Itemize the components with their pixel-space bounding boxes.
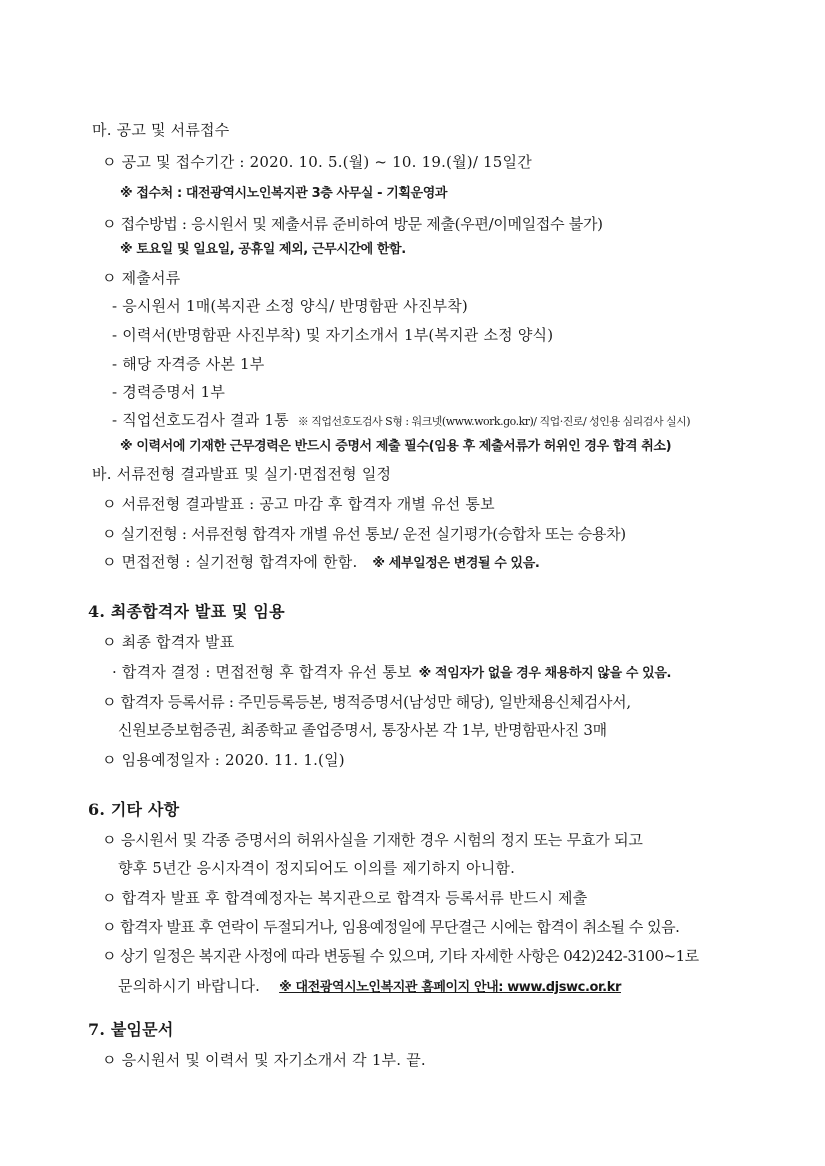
section-4-appoint: ㅇ 임용예정일자 : 2020. 11. 1.(일)	[102, 751, 345, 769]
aptitude-note: ※ 직업선호도검사 S형 : 워크넷(www.work.go.kr)/ 직업·진로/ 성인용 심리검사 실시)	[297, 415, 691, 428]
section-ma-title: 마. 공고 및 서류접수	[92, 121, 230, 139]
section-6-line: 향후 5년간 응시자격이 정지되어도 이의를 제기하지 아니함.	[118, 859, 516, 877]
section-ma-doc-item: - 이력서(반명함판 사진부착) 및 자기소개서 1부(복지관 소정 양식)	[112, 326, 554, 344]
section-ba-item: ㅇ 서류전형 결과발표 : 공고 마감 후 합격자 개별 유선 통보	[102, 495, 495, 513]
section-4-title: 4. 최종합격자 발표 및 임용	[88, 602, 285, 621]
contact-text: 문의하시기 바랍니다.	[118, 977, 261, 995]
section-ma-period: ㅇ 공고 및 접수기간 : 2020. 10. 5.(월) ~ 10. 19.(월)/ 15일간	[102, 153, 532, 171]
decision-text: · 합격자 결정 : 면접전형 후 합격자 유선 통보	[112, 663, 412, 681]
section-ma-doc-item: - 응시원서 1매(복지관 소정 양식/ 반명함판 사진부착)	[112, 297, 468, 315]
aptitude-text: - 직업선호도검사 결과 1통	[112, 411, 289, 429]
section-ba-title: 바. 서류전형 결과발표 및 실기·면접전형 일정	[92, 465, 392, 483]
section-6-line: ㅇ 합격자 발표 후 연락이 두절되거나, 임용예정일에 무단결근 시에는 합격이 취소될 수 있음.	[102, 918, 680, 936]
section-ma-doc-item: - 해당 자격증 사본 1부	[112, 355, 265, 373]
section-4-decision	[112, 662, 671, 684]
section-ma-aptitude	[112, 410, 690, 432]
section-ma-method: ㅇ 접수방법 : 응시원서 및 제출서류 준비하여 방문 제출(우편/이메일접수 불가)	[102, 215, 603, 233]
section-ba-interview	[102, 552, 539, 574]
decision-note: ※ 적임자가 없을 경우 채용하지 않을 수 있음.	[418, 666, 672, 681]
section-6-line: ㅇ 상기 일정은 복지관 사정에 따라 변동될 수 있으며, 기타 자세한 사항은 042)242-3100~1로	[102, 947, 699, 965]
interview-note: ※ 세부일정은 변경될 수 있음.	[372, 556, 540, 571]
section-6-line: ㅇ 응시원서 및 각종 증명서의 허위사실을 기재한 경우 시험의 정지 또는 무효가 되고	[102, 831, 643, 849]
section-6-line: ㅇ 합격자 발표 후 합격예정자는 복지관으로 합격자 등록서류 반드시 제출	[102, 889, 588, 907]
section-4-announce: ㅇ 최종 합격자 발표	[102, 633, 235, 651]
section-6-contact	[118, 976, 621, 998]
section-7-item: ㅇ 응시원서 및 이력서 및 자기소개서 각 1부. 끝.	[102, 1051, 426, 1069]
section-ma-resume-note: ※ 이력서에 기재한 근무경력은 반드시 증명서 제출 필수(임용 후 제출서류가 허위인 경우 합격 취소)	[120, 439, 672, 454]
homepage-note: ※ 대전광역시노인복지관 홈페이지 안내: www.djswc.or.kr	[279, 980, 621, 995]
section-ma-period-note: ※ 접수처 : 대전광역시노인복지관 3층 사무실 - 기획운영과	[120, 186, 448, 201]
section-ma-doc-item: - 경력증명서 1부	[112, 383, 226, 401]
section-7-title: 7. 붙임문서	[88, 1020, 174, 1039]
section-ma-method-note: ※ 토요일 및 일요일, 공휴일 제외, 근무시간에 한함.	[120, 242, 406, 257]
section-ma-docs-title: ㅇ 제출서류	[102, 269, 181, 287]
section-4-register-cont: 신원보증보험증권, 최종학교 졸업증명서, 통장사본 각 1부, 반명함판사진 3매	[118, 721, 607, 739]
section-6-title: 6. 기타 사항	[88, 800, 180, 819]
section-4-register: ㅇ 합격자 등록서류 : 주민등록등본, 병적증명서(남성만 해당), 일반채용신체검사서,	[102, 693, 631, 711]
interview-text: ㅇ 면접전형 : 실기전형 합격자에 한함.	[102, 553, 358, 571]
section-ba-item: ㅇ 실기전형 : 서류전형 합격자 개별 유선 통보/ 운전 실기평가(승합차 또는 승용차)	[102, 525, 626, 543]
